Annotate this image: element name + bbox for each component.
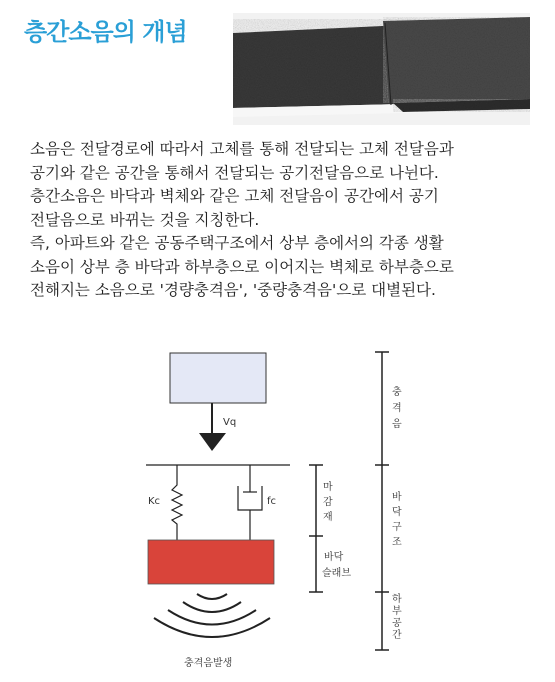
sound-wave-icon	[183, 602, 241, 612]
velocity-arrow-head	[199, 433, 226, 451]
floor-slab-label-2: 슬래브	[322, 568, 351, 579]
impact-origin-label: 충격음발생	[184, 658, 233, 669]
description-paragraph	[30, 138, 530, 303]
vertical-char: 간	[392, 630, 402, 641]
vertical-char: 닥	[392, 507, 402, 518]
vertical-char: 충	[392, 387, 402, 398]
lower-space-label	[392, 592, 402, 641]
paragraph-line: 소음은 전달경로에 따라서 고체를 통해 전달되는 고체 전달음과	[30, 140, 454, 158]
sound-wave-icon	[154, 618, 270, 637]
floor-impact-diagram	[0, 340, 555, 682]
page-title: 층간소음의 개념	[24, 18, 187, 46]
vertical-char: 하	[392, 594, 402, 605]
floor-slab-block	[148, 540, 274, 584]
paragraph-line: 전달음으로 바뀌는 것을 지칭한다.	[30, 210, 260, 229]
vertical-char: 음	[392, 419, 402, 430]
floor-material-photo	[233, 13, 530, 125]
vertical-char: 조	[392, 537, 402, 548]
paragraph-line: 즉, 아파트와 같은 공동주택구조에서 상부 층에서의 각종 생활	[30, 234, 444, 252]
vertical-char: 바	[392, 492, 402, 503]
floor-material-illustration	[233, 13, 530, 125]
paragraph-line: 전해지는 소음으로 '경량충격음', '중량충격음'으로 대별된다.	[30, 281, 436, 299]
paragraph-line: 소음이 상부 층 바닥과 하부층으로 이어지는 벽체로 하부층으로	[30, 257, 454, 276]
spring-label: Kc	[148, 496, 161, 507]
vertical-char: 감	[323, 497, 333, 508]
spring-icon	[172, 465, 182, 540]
vertical-char: 구	[392, 522, 402, 533]
paragraph-line: 공기와 같은 공간을 통해서 전달되는 공기전달음으로 나뉜다.	[30, 163, 439, 182]
paragraph-line: 층간소음은 바닥과 벽체와 같은 고체 전달음이 공간에서 공기	[30, 187, 439, 205]
impact-sound-label	[392, 385, 402, 430]
velocity-label: Vq	[223, 417, 237, 428]
floor-structure-label	[392, 490, 402, 548]
damping-material-vertical	[323, 480, 333, 523]
vertical-char: 공	[392, 618, 402, 629]
vertical-char: 격	[392, 403, 402, 414]
impact-mass-box	[170, 353, 266, 403]
sound-wave-icon	[197, 594, 227, 599]
vertical-char: 마	[323, 482, 333, 493]
floor-slab-label-1: 바닥	[324, 552, 344, 563]
damper-label: fc	[267, 496, 277, 507]
vertical-char: 부	[392, 606, 402, 617]
vertical-char: 재	[323, 512, 333, 523]
